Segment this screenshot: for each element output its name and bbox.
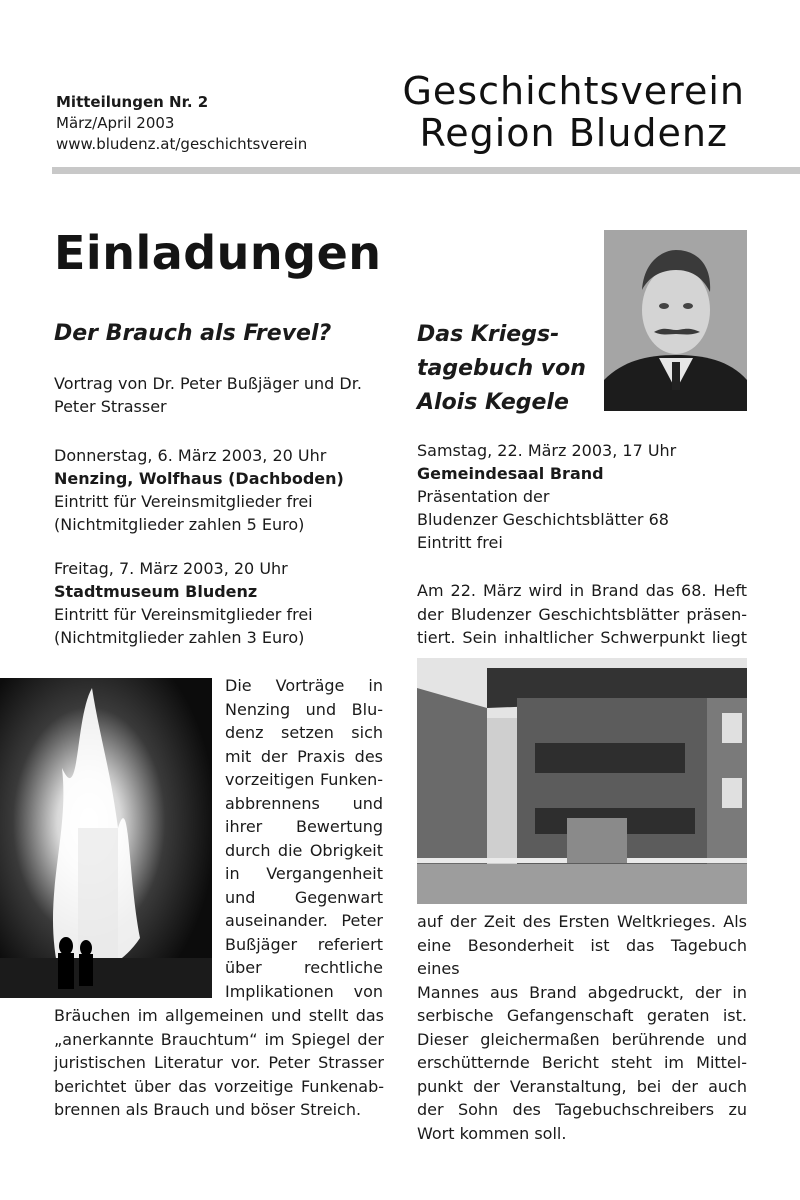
house-photo <box>417 658 747 904</box>
text-line: und Gegenwart <box>225 887 383 907</box>
text-line: der Sohn des Tagebuchschreibers zu <box>417 1100 747 1119</box>
portrait-photo <box>604 230 747 411</box>
event-place: Gemeindesaal Brand <box>417 464 604 483</box>
text-line: Nenzing und Blu- <box>225 699 383 719</box>
event-date: Samstag, 22. März 2003, 17 Uhr <box>417 441 677 460</box>
text-line: Wort kommen soll. <box>417 1123 567 1143</box>
text-line: durch die Obrigkeit <box>225 840 383 860</box>
text-line: mit der Praxis des <box>225 746 383 766</box>
text-line: Die Vorträge in <box>225 676 383 695</box>
left-body-continued <box>54 1004 384 1122</box>
text-line: auseinander. Peter <box>225 911 383 930</box>
event-nenzing <box>54 444 384 536</box>
page-title: Einladungen <box>54 226 382 280</box>
event-admission-note: (Nichtmitglieder zahlen 5 Euro) <box>54 515 305 534</box>
website-url: www.bludenz.at/geschichtsverein <box>56 135 308 153</box>
heading-line: tagebuch von <box>417 356 586 381</box>
event-description: Präsentation der <box>417 487 550 506</box>
event-admission: Eintritt für Vereinsmitglieder frei <box>54 605 313 624</box>
event-date: Freitag, 7. März 2003, 20 Uhr <box>54 559 288 578</box>
heading-line: Alois Kegele <box>417 390 569 415</box>
text-line: abbrennens und <box>225 793 383 813</box>
text-line: eine Besonderheit ist das Tagebuch eines <box>417 935 747 978</box>
text-line: serbische Gefangenschaft geraten ist. <box>417 1006 747 1025</box>
org-name-line-1: Geschichtsverein <box>402 69 745 113</box>
text-line: der Bludenzer Geschichtsblätter präsen- <box>417 604 747 624</box>
text-line: Implikationen von <box>225 981 383 1001</box>
newsletter-date: März/April 2003 <box>56 114 175 132</box>
event-admission: Eintritt frei <box>417 533 503 552</box>
newsletter-meta <box>56 92 307 155</box>
event-bludenz <box>54 557 384 649</box>
left-intro: Vortrag von Dr. Peter Bußjäger und Dr. Peter Strasser <box>54 374 362 416</box>
text-line: Mannes aus Brand abgedruckt, der in <box>417 982 747 1002</box>
text-line: punkt der Veranstaltung, bei der auch <box>417 1076 747 1096</box>
bonfire-photo <box>0 678 212 998</box>
text-line: ihrer Bewertung <box>225 817 383 836</box>
text-line: Bräuchen im allgemeinen und stellt das <box>54 1006 384 1025</box>
header-divider <box>52 167 800 174</box>
event-description: Bludenzer Geschichtsblätter 68 <box>417 510 669 529</box>
event-admission-note: (Nichtmitglieder zahlen 3 Euro) <box>54 628 305 647</box>
event-place: Stadtmuseum Bludenz <box>54 582 258 601</box>
event-admission: Eintritt für Vereinsmitglieder frei <box>54 492 313 511</box>
org-name-line-2: Region Bludenz <box>419 111 728 155</box>
text-line: berichtet über das vorzeitige Funkenab- <box>54 1076 384 1096</box>
text-line: Am 22. März wird in Brand das 68. Heft <box>417 581 747 600</box>
heading-line: Das Kriegs- <box>417 322 560 347</box>
right-article-heading <box>417 318 597 420</box>
event-place: Nenzing, Wolfhaus (Dachboden) <box>54 469 344 488</box>
text-line: auf der Zeit des Ersten Weltkrieges. Als <box>417 912 747 931</box>
event-date: Donnerstag, 6. März 2003, 20 Uhr <box>54 446 327 465</box>
right-paragraph-2 <box>417 910 747 1145</box>
text-line: denz setzen sich <box>225 723 383 742</box>
text-line: in Vergangenheit <box>225 864 383 883</box>
left-body-wrapped <box>225 674 383 1003</box>
text-line: über rechtliche <box>225 958 383 977</box>
text-line: Bußjäger referiert <box>225 934 383 954</box>
right-paragraph-1 <box>417 579 747 650</box>
organization-name <box>402 70 745 154</box>
text-line: vorzeitigen Funken- <box>225 770 383 789</box>
event-brand <box>417 439 747 554</box>
left-article-heading: Der Brauch als Frevel? <box>54 321 332 346</box>
text-line: erschütternde Bericht steht im Mittel- <box>417 1053 747 1072</box>
text-line: juristischen Literatur vor. Peter Strasser <box>54 1053 384 1072</box>
text-line: tiert. Sein inhaltlicher Schwerpunkt liegt <box>417 628 747 647</box>
text-line: „anerkannte Brauchtum“ im Spiegel der <box>54 1029 384 1049</box>
text-line: brennen als Brauch und böser Streich. <box>54 1100 362 1119</box>
text-line: Dieser gleichermaßen berührende und <box>417 1029 747 1049</box>
newsletter-number: Mitteilungen Nr. 2 <box>56 93 209 111</box>
